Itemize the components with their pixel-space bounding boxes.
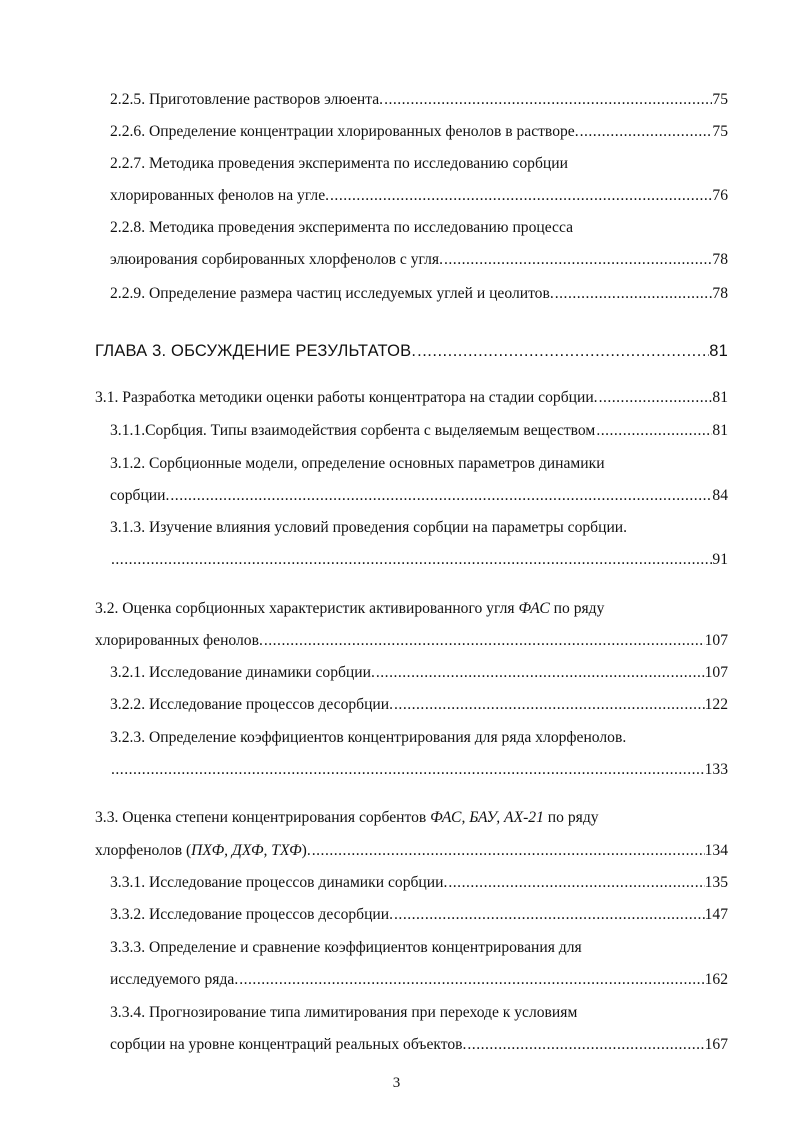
toc-entry-text: сорбции на уровне концентраций реальных объектов. <box>110 1036 467 1053</box>
toc-entry-3-2-2 <box>110 693 728 717</box>
toc-page-number: 147 <box>704 906 728 923</box>
toc-page-number: 122 <box>704 696 728 713</box>
toc-entry-3-3-4-line1 <box>110 1001 728 1025</box>
toc-entry-3-1 <box>95 386 728 410</box>
toc-leader-dots <box>598 386 713 410</box>
toc-leader-dots <box>110 758 705 782</box>
toc-page-number: 78 <box>712 285 728 302</box>
toc-entry-text <box>95 839 311 863</box>
toc-entry-3-2-3-line2 <box>110 758 728 782</box>
toc-entry-text: 3.1.1.Сорбция. Типы взаимодействия сорбента с выделяемым веществом <box>110 422 596 439</box>
toc-entry-text: 3.2.3. Определение коэффициентов концентрирования для ряда хлорфенолов. <box>110 729 627 746</box>
toc-entry-text-part: ). <box>301 842 311 859</box>
toc-page-number: 81 <box>712 422 728 439</box>
toc-page-number: 76 <box>712 187 728 204</box>
toc-entry-text: хлорированных фенолов. <box>95 632 263 649</box>
toc-entry-text: 3.2.2. Исследование процессов десорбции. <box>110 696 394 713</box>
toc-page-number: 135 <box>704 874 728 891</box>
chapter-title: ГЛАВА 3. ОБСУЖДЕНИЕ РЕЗУЛЬТАТОВ. <box>95 342 417 360</box>
toc-entry-text: 3.3. Оценка степени концентрирования сорбентов <box>95 809 431 826</box>
toc-entry-3-1-3-line2 <box>110 548 728 572</box>
page-number: 3 <box>392 1075 401 1091</box>
toc-entry-3-1-2-line1 <box>110 452 728 476</box>
toc-entry-text: 3.3.3. Определение и сравнение коэффициентов концентрирования для <box>110 939 582 956</box>
toc-entry-2-2-5 <box>110 88 728 112</box>
toc-leader-dots <box>263 629 705 653</box>
toc-entry-text: 2.2.7. Методика проведения эксперимента по исследованию сорбции <box>110 155 568 172</box>
toc-page-number: 84 <box>712 487 728 504</box>
chlorophenol-names: ПХФ, ДХФ, ТХФ <box>191 842 302 859</box>
toc-page-number: 162 <box>704 971 728 988</box>
toc-entry-text: исследуемого ряда. <box>110 971 239 988</box>
toc-leader-dots <box>595 419 712 443</box>
toc-page-number: 75 <box>712 91 728 108</box>
toc-page-number: 75 <box>712 123 728 140</box>
toc-entry-2-2-7-line1 <box>110 152 728 176</box>
sorbent-name: ФАС <box>518 600 550 617</box>
toc-entry-text: 2.2.6. Определение концентрации хлорированных фенолов в растворе. <box>110 123 579 140</box>
toc-entry-2-2-7-line2 <box>110 184 728 208</box>
toc-page-number: 107 <box>704 632 728 649</box>
toc-entry-text: 3.3.4. Прогнозирование типа лимитирования при переходе к условиям <box>110 1004 578 1021</box>
toc-chapter-3 <box>95 339 728 363</box>
toc-entry-text: сорбции. <box>110 487 170 504</box>
toc-leader-dots <box>393 903 705 927</box>
toc-entry-text-part: хлорфенолов ( <box>95 842 192 859</box>
toc-entry-3-3-line1 <box>95 806 728 830</box>
toc-entry-3-1-2-line2 <box>110 484 728 508</box>
toc-page-number: 81 <box>712 389 728 406</box>
toc-leader-dots <box>110 548 712 572</box>
toc-leader-dots <box>238 968 704 992</box>
toc-entry-3-2-1 <box>110 661 728 685</box>
toc-entry-text: 3.3.1. Исследование процессов динамики сорбции. <box>110 874 448 891</box>
toc-leader-dots <box>443 248 712 272</box>
toc-entry-2-2-9 <box>110 282 728 306</box>
toc-page-number: 78 <box>712 251 728 268</box>
toc-page-number: 81 <box>709 342 728 360</box>
toc-entry-text: по ряду <box>543 809 599 826</box>
toc-entry-3-3-line2 <box>95 839 728 863</box>
toc-entry-text: 2.2.8. Методика проведения эксперимента по исследованию процесса <box>110 219 573 236</box>
toc-entry-3-3-4-line2 <box>110 1033 728 1057</box>
toc-leader-dots <box>466 1033 704 1057</box>
toc-entry-3-1-1 <box>110 419 728 443</box>
toc-entry-text: 2.2.9. Определение размера частиц исследуемых углей и цеолитов. <box>110 285 554 302</box>
toc-leader-dots <box>554 282 713 306</box>
toc-entry-text: по ряду <box>549 600 605 617</box>
toc-leader-dots <box>393 693 705 717</box>
toc-entry-3-2-3-line1 <box>110 726 728 750</box>
toc-entry-text: 3.3.2. Исследование процессов десорбции. <box>110 906 394 923</box>
toc-entry-text: 3.2.1. Исследование динамики сорбции. <box>110 664 375 681</box>
sorbent-names: ФАС, БАУ, АХ-21 <box>430 809 544 826</box>
toc-entry-3-3-3-line1 <box>110 936 728 960</box>
toc-page-number: 167 <box>704 1036 728 1053</box>
toc-leader-dots <box>169 484 712 508</box>
toc-leader-dots <box>329 184 712 208</box>
toc-page-number: 91 <box>712 551 728 568</box>
toc-entry-3-3-2 <box>110 903 728 927</box>
toc-entry-3-3-1 <box>110 871 728 895</box>
toc-entry-3-2-line1 <box>95 597 728 621</box>
toc-leader-dots <box>383 88 712 112</box>
toc-page-number: 133 <box>704 761 728 778</box>
toc-entry-2-2-8-line2 <box>110 248 728 272</box>
toc-entry-text: хлорированных фенолов на угле. <box>110 187 330 204</box>
toc-entry-text: 3.1.3. Изучение влияния условий проведения сорбции на параметры сорбции. <box>110 519 628 536</box>
toc-entry-2-2-6 <box>110 120 728 144</box>
toc-leader-dots <box>375 661 705 685</box>
toc-entry-3-3-3-line2 <box>110 968 728 992</box>
toc-entry-text: 3.1.2. Сорбционные модели, определение основных параметров динамики <box>110 455 605 472</box>
toc-entry-text: элюирования сорбированных хлорфенолов с угля. <box>110 251 443 268</box>
toc-entry-text: 3.2. Оценка сорбционных характеристик активированного угля <box>95 600 519 617</box>
toc-entry-3-1-3-line1 <box>110 516 728 540</box>
toc-page-number: 134 <box>704 842 728 859</box>
toc-leader-dots <box>579 120 713 144</box>
toc-leader-dots <box>447 871 704 895</box>
toc-entry-text: 2.2.5. Приготовление растворов элюента. <box>110 91 384 108</box>
toc-entry-2-2-8-line1 <box>110 216 728 240</box>
toc-leader-dots <box>311 839 705 863</box>
toc-leader-dots <box>416 339 709 363</box>
toc-entry-3-2-line2 <box>95 629 728 653</box>
toc-entry-text: 3.1. Разработка методики оценки работы концентратора на стадии сорбции. <box>95 389 598 406</box>
toc-page-number: 107 <box>704 664 728 681</box>
